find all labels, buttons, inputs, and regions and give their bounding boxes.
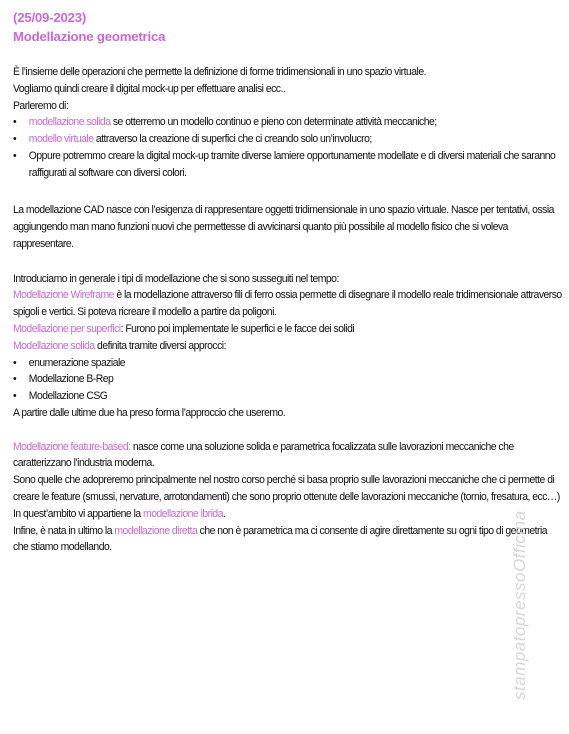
paragraph-text: definita tramite diversi approcci: xyxy=(94,339,226,352)
paragraph-text: che non è parametrica ma ci consente di agire direttamente su ogni tipo di geometria che stiamo modellando. xyxy=(13,524,548,554)
list-item: • Modellazione B-Rep xyxy=(13,371,562,388)
highlight-term: Modellazione solida xyxy=(13,339,95,352)
print-watermark: stampatopressoOfficina xyxy=(510,510,529,700)
cad-paragraph: La modellazione CAD nasce con l’esigenza di rappresentare oggetti tridimensionale in uno spazio virtuale. Nasce per tentativi, ossia aggiungendo man mano funzioni nuovi che permettesse di avvicinarsi quanto più possibile al modello fisico che si voleva rappresentare. xyxy=(13,204,554,250)
list-item xyxy=(13,148,562,182)
list-item-text: se otterremo un modello continuo e pieno con determinate attività meccaniche; xyxy=(110,116,437,129)
list-item: • Modellazione CSG xyxy=(13,388,562,405)
highlight-term: Modellazione per superfici xyxy=(13,322,121,335)
hybrid-line xyxy=(13,506,562,523)
document-page xyxy=(13,8,563,556)
paragraph-text: nasce come una soluzione solida e parametrica focalizzata sulle lavorazioni meccaniche che caratterizzano l’industria moderna. xyxy=(13,440,514,470)
intro-line: Vogliamo quindi creare il digital mock-up per effettuare analisi ecc.. xyxy=(13,82,286,95)
highlight-term: modellazione solida xyxy=(28,116,111,129)
paragraph-text: Infine, è nata in ultimo la xyxy=(13,524,115,537)
types-intro: Introduciamo in generale i tipi di modellazione che si sono susseguiti nel tempo: xyxy=(13,272,339,285)
highlight-term: Modellazione feature-based: xyxy=(13,440,131,453)
direct-paragraph xyxy=(13,523,562,557)
highlight-term: modellazione diretta xyxy=(114,524,198,537)
intro-block xyxy=(13,64,562,556)
list-item xyxy=(13,114,562,131)
paragraph-text: In quest’ambito vi appartiene la xyxy=(13,507,144,520)
list-item-text: Oppure potremmo creare la digital mock-up tramite diverse lamiere opportunamente modellate e di diversi materiali che saranno raffigurati al software con diversi colori. xyxy=(28,149,556,179)
highlight-term: modellazione ibrida xyxy=(143,507,223,520)
highlight-term: modello virtuale xyxy=(28,133,94,146)
list-item xyxy=(13,131,562,148)
paragraph-text: : Furono poi implementate le superfici e le facce dei solidi xyxy=(120,322,355,335)
intro-line: Parleremo di: xyxy=(13,99,69,112)
list-item: • enumerazione spaziale xyxy=(13,355,562,372)
feature-paragraph-2: Sono quelle che adopreremo principalmente nel nostro corso perché si basa proprio sulle lavorazioni meccaniche che ci permette di creare le feature (smussi, nervature, arrotondamenti) che sono proprio ottenute delle lavorazioni meccaniche (tornio, fresatura, ecc…) xyxy=(13,474,560,503)
solid-paragraph xyxy=(13,338,562,355)
section-title: Modellazione geometrica xyxy=(13,29,166,44)
surfaces-paragraph xyxy=(13,321,562,338)
closing-line: A partire dalle ultime due ha preso forma l’approccio che useremo. xyxy=(13,406,286,419)
topics-list xyxy=(13,114,562,181)
feature-paragraph xyxy=(13,439,562,473)
paragraph-text: è la modellazione attraverso fili di ferro ossia permette di disegnare il modello reale tridimensionale attraverso spigoli e vertici. Si poteva ricreare il modello a partire da poligoni. xyxy=(13,289,562,319)
approaches-list xyxy=(13,355,562,405)
lecture-date: (25/09-2023) xyxy=(13,10,87,25)
list-item-text: attraverso la creazione di superfici che ci creando solo un’involucro; xyxy=(93,133,372,146)
wireframe-paragraph xyxy=(13,287,562,321)
paragraph-text: . xyxy=(222,507,226,520)
intro-line: È l’insieme delle operazioni che permette la definizione di forme tridimensionali in uno spazio virtuale. xyxy=(13,66,427,78)
highlight-term: Modellazione Wireframe xyxy=(13,289,114,302)
